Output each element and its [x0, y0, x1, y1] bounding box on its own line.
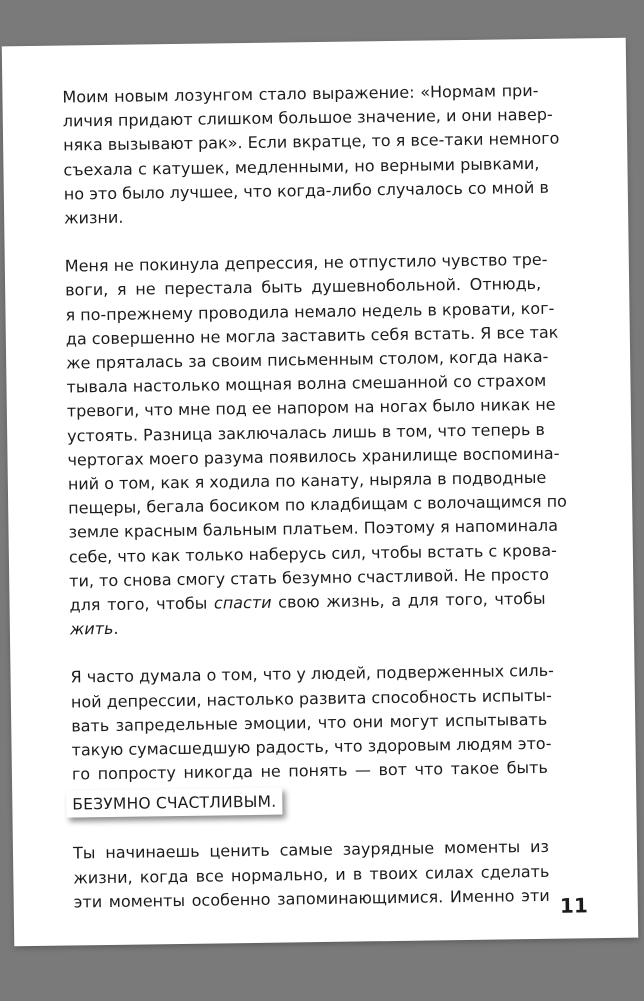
- text-line: земле красным бальным платьем. Поэтому я напоминала: [68, 516, 559, 542]
- text-line: съехала с катушек, медленными, но верными рывками,: [63, 153, 540, 180]
- text-line: няка вызывают рак». Если вкратце, то я все-таки немного: [63, 129, 560, 155]
- text-segment: .: [113, 619, 119, 639]
- text-line: себе, что как только наберусь сил, чтобы встать с крова-: [68, 540, 558, 567]
- text-line: личия придают слишком большое значение, и они навер-: [62, 104, 553, 131]
- text-line: Моим новым лозунгом стало выражение: «Нормам при-: [62, 80, 539, 107]
- text-line: вать запредельные эмоции, что они могут испытывать: [71, 709, 548, 736]
- text-line: ной депрессии, настолько развита способность испыты-: [70, 685, 552, 712]
- text-line: го попросту никогда не понять — вот что такое быть: [71, 758, 549, 784]
- page-text: [62, 79, 568, 939]
- text-line: ний о том, как я ходила по канату, ныряла в подводные: [67, 467, 547, 494]
- paragraph-2: [64, 248, 568, 642]
- text-segment: для того, чтобы: [69, 593, 215, 615]
- text-line: воги, я не перестала быть душевнобольной. Отнюдь,: [65, 274, 542, 300]
- highlighted-phrase: БЕЗУМНО СЧАСТЛИВЫМ.: [66, 788, 282, 818]
- text-line: но это было лучшее, что когда-либо случалось со мной в: [63, 177, 549, 204]
- text-line: жизни.: [64, 207, 124, 228]
- text-line: тывала настолько мощная волна смешанной со страхом: [66, 371, 547, 397]
- text-line: Меня не покинула депрессия, не отпустило чувство тре-: [64, 250, 548, 276]
- text-line: чертогах моего разума появилось хранилище воспомина-: [67, 443, 560, 470]
- text-line: ти, то снова смогу стать безумно счастливой. Не просто: [69, 564, 550, 591]
- text-line: я по-прежнему проводила немало недель в кровати, ког-: [65, 298, 555, 325]
- emphasis-text: жить: [69, 619, 114, 639]
- text-line: да совершенно не могла заставить себя встать. Я все так: [65, 322, 559, 349]
- text-line: устоять. Разница заключалась лишь в том, что теперь в: [67, 419, 545, 446]
- text-segment: свою жизнь, а для того, чтобы: [271, 588, 546, 612]
- text-line: же пряталась за своим письменным столом, когда нака-: [66, 346, 549, 373]
- page-number: 11: [559, 893, 588, 918]
- text-line: такую сумасшедшую радость, что здоровым людям это-: [71, 733, 552, 760]
- text-line: тревоги, что мне под ее напором на ногах было никак не: [66, 395, 556, 421]
- text-line: пещеры, бегала босиком по кладбищам с волочащимся по: [68, 491, 568, 518]
- paragraph-3: [70, 659, 554, 818]
- book-page: [2, 38, 639, 947]
- text-line: эти моменты особенно запоминающимися. Именно эти: [73, 885, 550, 912]
- paragraph-4: [73, 835, 550, 914]
- paragraph-1: [62, 79, 560, 231]
- text-line: Ты начинаешь ценить самые заурядные моменты из: [72, 837, 550, 863]
- emphasis-text: спасти: [213, 592, 272, 613]
- text-line: Я часто думала о том, что у людей, подверженных силь-: [70, 661, 554, 687]
- text-line: жизни, когда все нормально, и в твоих силах сделать: [73, 861, 550, 888]
